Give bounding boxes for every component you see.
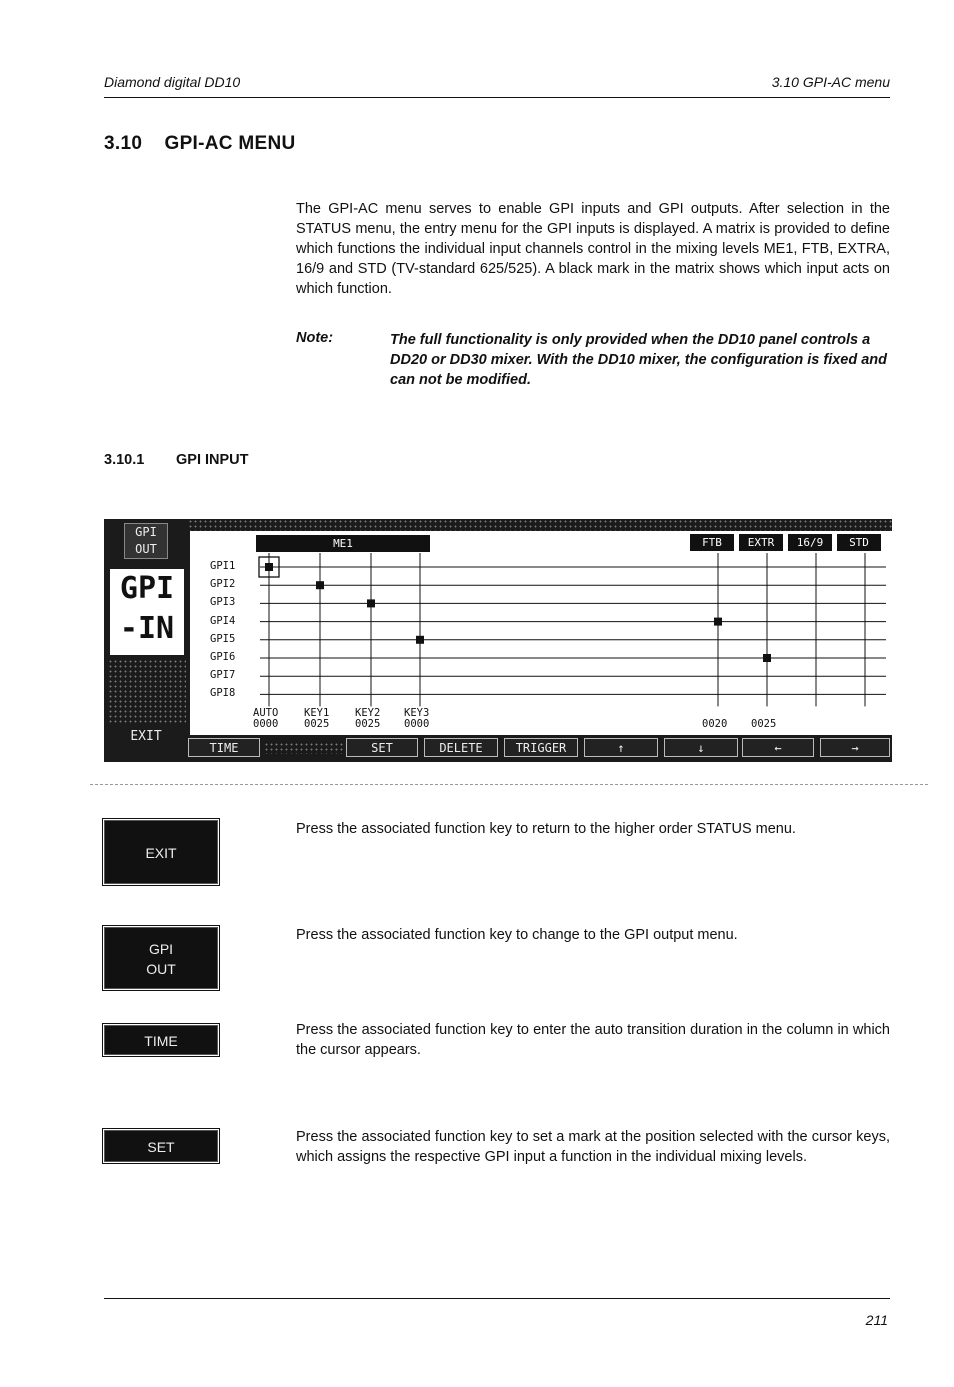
gpi-row-label: GPI3	[210, 596, 236, 609]
gpi-in-line1: GPI	[119, 571, 175, 606]
column-transition-time[interactable]: 0000	[253, 718, 279, 731]
time-fkey[interactable]: TIME	[188, 738, 260, 757]
gpi-in-active-label	[110, 569, 184, 655]
header-std: STD	[837, 534, 881, 551]
gpi-row-label: GPI4	[210, 614, 236, 627]
trigger-fkey[interactable]: TRIGGER	[504, 738, 578, 757]
gpi-out-key-line2: OUT	[146, 961, 176, 977]
note-label: Note:	[296, 330, 334, 346]
column-transition-time[interactable]: 0020	[702, 718, 728, 731]
header-extr: EXTR	[739, 534, 783, 551]
running-header-right: 3.10 GPI-AC menu	[771, 74, 890, 90]
set-key-icon: SET	[104, 1130, 218, 1162]
column-transition-time[interactable]: 0025	[751, 718, 777, 731]
gpi-out-soft-button[interactable]	[104, 523, 188, 565]
column-label: KEY1	[304, 707, 330, 720]
gpi-row-label: GPI7	[210, 669, 236, 682]
intro-paragraph: The GPI-AC menu serves to enable GPI inputs and GPI outputs. After selection in the STATUS menu, the entry menu for the GPI inputs is displayed. A matrix is provided to define which functions the individual input channels control in the mixing levels ME1, FTB, EXTRA, 16/9 and STD (TV-standard 625/525). A black mark in the matrix shows which input acts on which function.	[296, 201, 890, 297]
subsection-title	[104, 452, 249, 468]
cursor-up-fkey[interactable]: ↑	[584, 738, 658, 757]
section-title: 3.10 GPI-AC MENU	[104, 133, 296, 154]
matrix-mark	[367, 599, 375, 607]
matrix-grid	[190, 531, 892, 735]
exit-key-description: Press the associated function key to return to the higher order STATUS menu.	[296, 821, 796, 837]
running-header-left: Diamond digital DD10	[104, 74, 241, 90]
gpi-input-screen	[104, 519, 892, 762]
footer-rule	[104, 1298, 890, 1299]
matrix-mark	[316, 581, 324, 589]
time-key-icon: TIME	[104, 1025, 218, 1055]
matrix-mark	[714, 618, 722, 626]
cursor-right-fkey[interactable]: →	[820, 738, 890, 757]
fkey-gap-texture	[264, 742, 344, 754]
set-key-description: Press the associated function key to set a mark at the position selected with the cursor keys, which assigns the respective GPI input a function in the individual mixing levels.	[296, 1129, 890, 1165]
gpi-row-label: GPI8	[210, 687, 236, 700]
gpi-out-line1: GPI	[135, 525, 157, 539]
page-number: 211	[865, 1312, 888, 1328]
delete-fkey[interactable]: DELETE	[424, 738, 498, 757]
matrix-mark	[763, 654, 771, 662]
header-rule	[104, 97, 890, 98]
exit-soft-button[interactable]: EXIT	[130, 729, 162, 744]
screen-top-texture	[188, 519, 892, 531]
time-key-description: Press the associated function key to enter the auto transition duration in the column in which the cursor appears.	[296, 1022, 890, 1058]
column-label: KEY2	[355, 707, 381, 720]
column-label: KEY3	[404, 707, 430, 720]
function-key-bar	[186, 736, 892, 760]
gpi-out-line2: OUT	[135, 542, 157, 556]
gpi-out-key-icon	[104, 927, 218, 989]
column-transition-time[interactable]: 0025	[304, 718, 330, 731]
gpi-matrix	[190, 531, 892, 735]
header-16-9: 16/9	[788, 534, 832, 551]
subsection-number: 3.10.1	[104, 452, 145, 468]
column-transition-time[interactable]: 0000	[404, 718, 430, 731]
gpi-row-label: GPI2	[210, 578, 236, 591]
cursor-down-fkey[interactable]: ↓	[664, 738, 738, 757]
subsection-name: GPI INPUT	[176, 452, 249, 468]
left-panel-texture	[108, 659, 186, 725]
gpi-out-key-line1: GPI	[148, 941, 174, 957]
gpi-out-key-description: Press the associated function key to change to the GPI output menu.	[296, 927, 738, 943]
header-me1: ME1	[256, 535, 430, 552]
gpi-row-label: GPI1	[210, 560, 236, 572]
cursor-left-fkey[interactable]: ←	[742, 738, 814, 757]
gpi-row-label: GPI5	[210, 632, 236, 645]
exit-key-icon: EXIT	[104, 820, 218, 884]
set-fkey[interactable]: SET	[346, 738, 418, 757]
note-text: The full functionality is only provided when the DD10 panel controls a DD20 or DD30 mixer. With the DD10 mixer, the configuration is fixed and can not be modified.	[390, 332, 888, 388]
column-transition-time[interactable]: 0025	[355, 718, 381, 731]
gpi-in-line2: -IN	[119, 611, 175, 646]
gpi-row-label: GPI6	[210, 651, 236, 663]
figure-separator	[90, 784, 928, 785]
matrix-mark	[416, 636, 424, 644]
matrix-mark	[265, 563, 273, 571]
header-ftb: FTB	[690, 534, 734, 551]
column-label: AUTO	[253, 707, 279, 720]
